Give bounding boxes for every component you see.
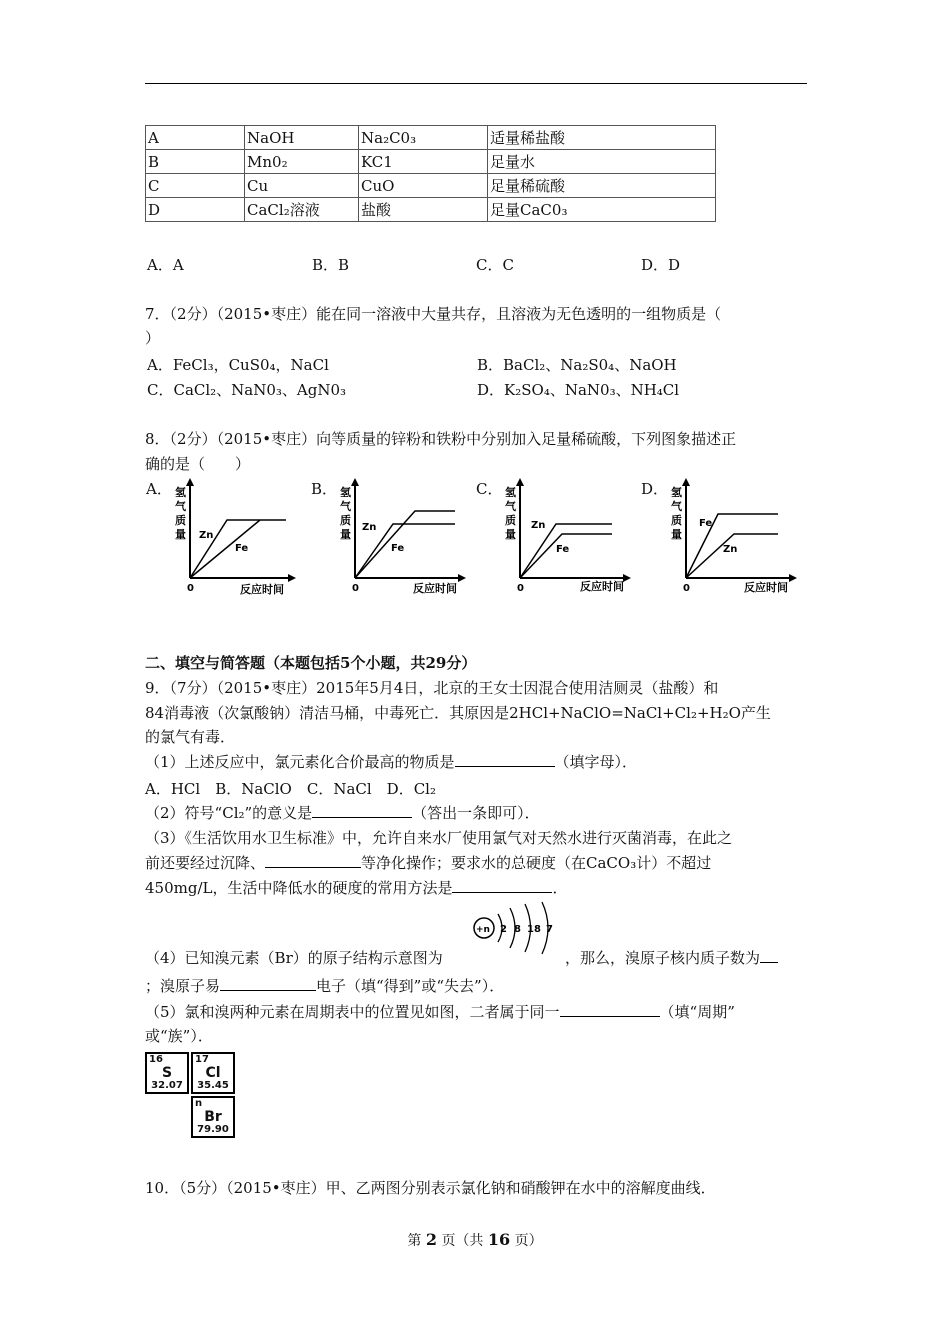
q9-sub4-line2 (145, 975, 504, 996)
bottom-curve-label: Fe (556, 544, 570, 555)
table-cell: CuO (359, 174, 488, 198)
q9-sub3-text-b: 等净化操作；要求水的总硬度（在CaCO₃计）不超过 (361, 854, 712, 872)
q8-graph-c (500, 478, 635, 596)
q8-graph-d (666, 478, 801, 596)
table-cell: KC1 (359, 150, 488, 174)
shell-electron-count: 2 (500, 924, 507, 935)
q8-graph-d-label: D． (641, 480, 669, 498)
zn-curve (686, 534, 778, 578)
table-row (146, 126, 716, 150)
q8-graph-a (170, 478, 300, 596)
table-cell: A (146, 126, 245, 150)
atomic-mass: 35.45 (197, 1080, 229, 1091)
shell-electron-count: 8 (514, 924, 521, 935)
q9-sub5-line1 (145, 1001, 735, 1022)
header-rule (145, 83, 807, 84)
atomic-number: 16 (149, 1054, 163, 1065)
q9-sub2-text: （2）符号“Cl₂”的意义是 (145, 804, 313, 822)
q6-option-d: D．D (641, 256, 681, 274)
top-curve-label: Zn (531, 520, 546, 531)
q7-stem: 7．（2分）（2015•枣庄）能在同一溶液中大量共存，且溶液为无色透明的一组物质是（ (145, 305, 722, 323)
table-row (146, 174, 716, 198)
element-cell-br (191, 1096, 235, 1138)
answer-blank[interactable] (312, 803, 412, 818)
x-axis-arrow (458, 574, 466, 582)
y-axis-arrow (682, 478, 690, 486)
section-2-title: 二、填空与简答题（本题包括5个小题，共29分） (145, 654, 477, 672)
y-label-char: 量 (671, 528, 682, 541)
q6-option-c: C．C (476, 256, 514, 274)
table-cell: NaOH (245, 126, 359, 150)
q9-sub1-text: （1）上述反应中，氯元素化合价最高的物质是 (145, 753, 455, 771)
answer-blank[interactable] (560, 1002, 660, 1017)
q9-sub1 (145, 751, 637, 772)
table-cell: C (146, 174, 245, 198)
y-label-char: 质 (340, 514, 351, 527)
q9-sub1-options: A．HCl B．NaClO C．NaCl D．Cl₂ (145, 780, 436, 798)
q9-sub4-b-wrap (565, 947, 778, 968)
element-cell-cl (191, 1052, 235, 1094)
q9-sub3-text-a: 前还要经过沉降、 (145, 854, 266, 872)
footer-mid: 页（共 (441, 1233, 484, 1249)
y-label-char: 量 (175, 528, 186, 541)
answer-blank[interactable] (760, 948, 778, 963)
top-curve-label: Fe (699, 518, 713, 529)
origin-label: 0 (352, 583, 359, 594)
q9-sub3-line1: （3）《生活饮用水卫生标准》中，允许自来水厂使用氯气对天然水进行灭菌消毒，在此之 (145, 829, 733, 847)
bottom-curve-label: Fe (235, 543, 249, 554)
q9-sub4-b: ，那么，溴原子核内质子数为 (565, 949, 761, 967)
y-axis-arrow (351, 478, 359, 486)
table-cell: Mn0₂ (245, 150, 359, 174)
q7-stem-end: ） (145, 329, 161, 347)
y-axis-arrow (186, 478, 194, 486)
q9-line1: 9．（7分）（2015•枣庄）2015年5月4日，北京的王女士因混合使用洁厕灵（盐酸）和 (145, 679, 719, 697)
y-label-char: 气 (175, 500, 186, 513)
table-cell: 足量CaC0₃ (488, 198, 716, 222)
q9-line3: 的氯气有毒． (145, 728, 236, 746)
q7-option-b: B．BaCl₂、Na₂S0₄、NaOH (477, 356, 677, 374)
x-axis-label: 反应时间 (413, 582, 457, 595)
q9-sub5-b: （填“周期” (659, 1003, 735, 1021)
y-label-char: 气 (340, 500, 351, 513)
q10-stem: 10．（5分）（2015•枣庄）甲、乙两图分别表示氯化钠和硝酸钾在水中的溶解度曲线． (145, 1179, 716, 1197)
q8-stem-line1: 8．（2分）（2015•枣庄）向等质量的锌粉和铁粉中分别加入足量稀硫酸，下列图象描述正 (145, 430, 737, 448)
footer-pre: 第 (407, 1233, 422, 1249)
y-label-char: 质 (175, 514, 186, 527)
table-cell: B (146, 150, 245, 174)
y-label-char: 氢 (340, 486, 351, 499)
y-label-char: 质 (671, 514, 682, 527)
footer-post: 页） (514, 1233, 543, 1249)
atomic-number: n (195, 1098, 203, 1109)
q9-sub5-a: （5）氯和溴两种元素在周期表中的位置见如图，二者属于同一 (145, 1003, 560, 1021)
q9-sub4-d: 电子（填“得到”或“失去”）． (316, 977, 505, 995)
q7-option-c: C．CaCl₂、NaN0₃、AgN0₃ (147, 381, 347, 399)
origin-label: 0 (683, 583, 690, 594)
element-symbol: Br (204, 1109, 222, 1125)
nucleus-label: +n (476, 925, 490, 935)
y-label-char: 量 (505, 528, 516, 541)
fe-curve (190, 520, 260, 578)
x-axis-label: 反应时间 (240, 583, 284, 596)
y-axis-arrow (516, 478, 524, 486)
bottom-curve-label: Zn (723, 544, 738, 555)
q9-sub3-text-d: ． (552, 879, 568, 897)
page-footer (0, 1230, 950, 1250)
bromine-atom-diagram (470, 900, 560, 956)
x-axis-label: 反应时间 (580, 580, 624, 593)
x-axis-label: 反应时间 (744, 581, 788, 594)
q8-stem-line2: 确的是（ ） (145, 455, 251, 473)
q7-option-d: D．K₂SO₄、NaN0₃、NH₄Cl (477, 381, 680, 399)
table-row (146, 150, 716, 174)
total-pages: 16 (487, 1230, 511, 1249)
element-symbol: Cl (205, 1065, 221, 1081)
y-label-char: 氢 (505, 486, 516, 499)
x-axis-arrow (789, 574, 797, 582)
atomic-mass: 79.90 (197, 1124, 229, 1135)
q8-graph-c-label: C． (476, 480, 503, 498)
origin-label: 0 (517, 583, 524, 594)
shell-electron-count: 18 (527, 924, 541, 935)
answer-blank[interactable] (265, 853, 361, 868)
y-label-char: 气 (671, 500, 682, 513)
table-cell: 足量水 (488, 150, 716, 174)
q9-sub2 (145, 802, 540, 823)
y-label-char: 量 (340, 528, 351, 541)
element-cell-s (145, 1052, 189, 1094)
y-label-char: 气 (505, 500, 516, 513)
q9-sub1-end: （填字母）． (554, 753, 638, 771)
table-cell: 足量稀硫酸 (488, 174, 716, 198)
top-curve-label: Zn (362, 522, 377, 533)
q9-sub5-line2: 或“族”）． (145, 1027, 213, 1045)
atomic-mass: 32.07 (151, 1080, 183, 1091)
x-axis-arrow (288, 574, 296, 582)
q9-sub3-line3 (145, 877, 568, 898)
q8-graph-b (335, 478, 470, 596)
element-symbol: S (161, 1065, 173, 1081)
q9-line2: 84消毒液（次氯酸钠）清洁马桶，中毒死亡．其原因是2HCl+NaClO=NaCl+Cl₂+H₂O产生 (145, 704, 771, 722)
y-label-char: 质 (505, 514, 516, 527)
q8-graph-b-label: B． (311, 480, 338, 498)
q9-sub3-line2 (145, 852, 711, 873)
table-cell: CaCl₂溶液 (245, 198, 359, 222)
q9-sub2-end: （答出一条即可）． (412, 804, 540, 822)
page-number: 2 (425, 1230, 437, 1249)
q9-sub4-c: ；溴原子易 (145, 977, 221, 995)
y-label-char: 氢 (175, 486, 186, 499)
atomic-number: 17 (195, 1054, 209, 1065)
x-axis-arrow (623, 574, 631, 582)
q8-graph-a-label: A． (146, 480, 172, 498)
q6-option-a: A．A (147, 256, 184, 274)
q7-option-a: A．FeCl₃，CuS0₄，NaCl (147, 356, 329, 374)
table-cell: 适量稀盐酸 (488, 126, 716, 150)
table-cell: D (146, 198, 245, 222)
origin-label: 0 (187, 583, 194, 594)
answer-blank[interactable] (455, 752, 555, 767)
table-cell: Cu (245, 174, 359, 198)
y-label-char: 氢 (671, 486, 682, 499)
answer-blank[interactable] (220, 976, 316, 991)
q9-sub3-text-c: 450mg/L，生活中降低水的硬度的常用方法是 (145, 879, 453, 897)
top-curve-label: Zn (199, 530, 214, 541)
table-row (146, 198, 716, 222)
q6-option-b: B．B (312, 256, 350, 274)
shell-electron-count: 7 (546, 924, 553, 935)
q9-sub4-a: （4）已知溴元素（Br）的原子结构示意图为 (145, 949, 443, 967)
table-cell: Na₂C0₃ (359, 126, 488, 150)
answer-blank[interactable] (452, 878, 552, 893)
bottom-curve-label: Fe (391, 543, 405, 554)
table-cell: 盐酸 (359, 198, 488, 222)
q6-table (145, 125, 716, 222)
